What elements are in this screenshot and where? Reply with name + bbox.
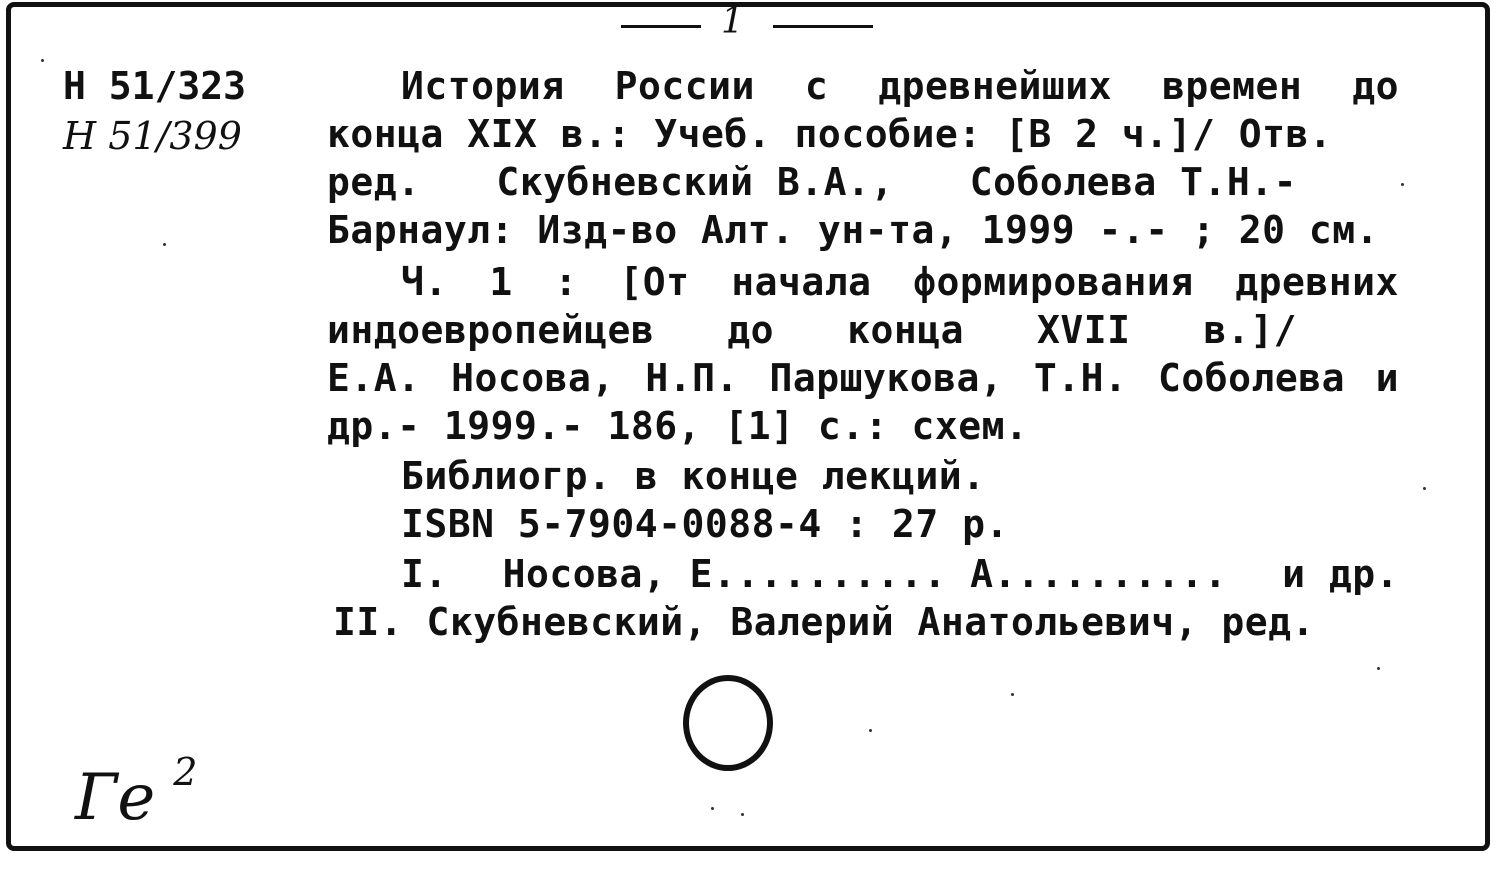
shelf-mark	[75, 737, 197, 833]
word: до	[1352, 64, 1399, 108]
word: Соболева Т.Н.-	[969, 160, 1297, 204]
dust-speck	[1401, 183, 1404, 186]
word: России	[614, 64, 755, 108]
entry-line-2: II. Скубневский, Валерий Анатольевич, ред.	[333, 600, 1315, 644]
word: Скубневский В.А.,	[496, 160, 894, 204]
word: 1	[489, 260, 513, 304]
word: ред.	[327, 160, 421, 204]
dust-speck	[41, 59, 44, 62]
word: конца	[847, 308, 964, 352]
page-number-dash-left	[621, 25, 701, 28]
word: История	[401, 64, 565, 108]
dust-speck	[711, 807, 714, 810]
word: и	[1375, 356, 1399, 400]
title-line-3	[327, 159, 1297, 205]
word: [От	[619, 260, 690, 304]
call-number-handwritten: Н 51/399	[63, 114, 242, 158]
word: в.]/	[1203, 308, 1297, 352]
word: XVII	[1036, 308, 1131, 352]
word: времен	[1161, 64, 1303, 108]
entry-line-1	[327, 551, 1399, 597]
page-number-dash-right	[773, 25, 873, 28]
dust-speck	[1377, 667, 1380, 670]
word: Н.П.	[645, 356, 739, 400]
word: Т.Н.	[1033, 356, 1128, 400]
dust-speck	[869, 729, 872, 732]
word: древнейших	[878, 64, 1113, 108]
call-number-typed: Н 51/323	[63, 64, 247, 108]
dust-speck	[1011, 693, 1014, 696]
isbn-line: ISBN 5-7904-0088-4 : 27 р.	[401, 502, 1009, 546]
title-line-4: Барнаул: Изд-во Алт. ун-та, 1999 -.- ; 20 см.	[327, 208, 1380, 252]
bibliographic-description	[327, 63, 1399, 663]
word: Носова,	[451, 356, 615, 400]
entry-suffix: и др.	[1282, 552, 1399, 596]
dust-speck	[1423, 487, 1426, 490]
bibliography-note: Библиогр. в конце лекций.	[401, 454, 986, 498]
catalog-card	[6, 2, 1490, 851]
part-line-3	[327, 355, 1399, 401]
punch-hole-icon	[683, 675, 773, 771]
word: до	[727, 308, 775, 352]
word: индоевропейцев	[327, 308, 655, 352]
word: Соболева	[1157, 356, 1345, 400]
entry-name: Носова, Е.......... А..........	[502, 552, 1228, 596]
part-line-1	[327, 259, 1399, 305]
title-line-2: конца XIX в.: Учеб. пособие: [В 2 ч.]/ Отв.	[327, 112, 1333, 156]
dust-speck	[741, 813, 744, 816]
part-line-2	[327, 307, 1297, 353]
word: Е.А.	[327, 356, 421, 400]
word: с	[804, 64, 829, 108]
word: начала	[731, 260, 872, 304]
word: :	[554, 260, 578, 304]
word: древних	[1235, 260, 1399, 304]
page-number: 1	[721, 1, 744, 42]
word: Паршукова,	[769, 356, 1004, 400]
entry-number: I.	[401, 552, 448, 596]
shelf-mark-superscript: 2	[173, 750, 198, 794]
dust-speck	[163, 243, 166, 246]
shelf-mark-text: Ге	[75, 761, 156, 835]
part-line-4: др.- 1999.- 186, [1] с.: схем.	[327, 404, 1029, 448]
word: формирования	[913, 260, 1194, 304]
title-line-1	[327, 63, 1399, 109]
word: Ч.	[401, 260, 448, 304]
